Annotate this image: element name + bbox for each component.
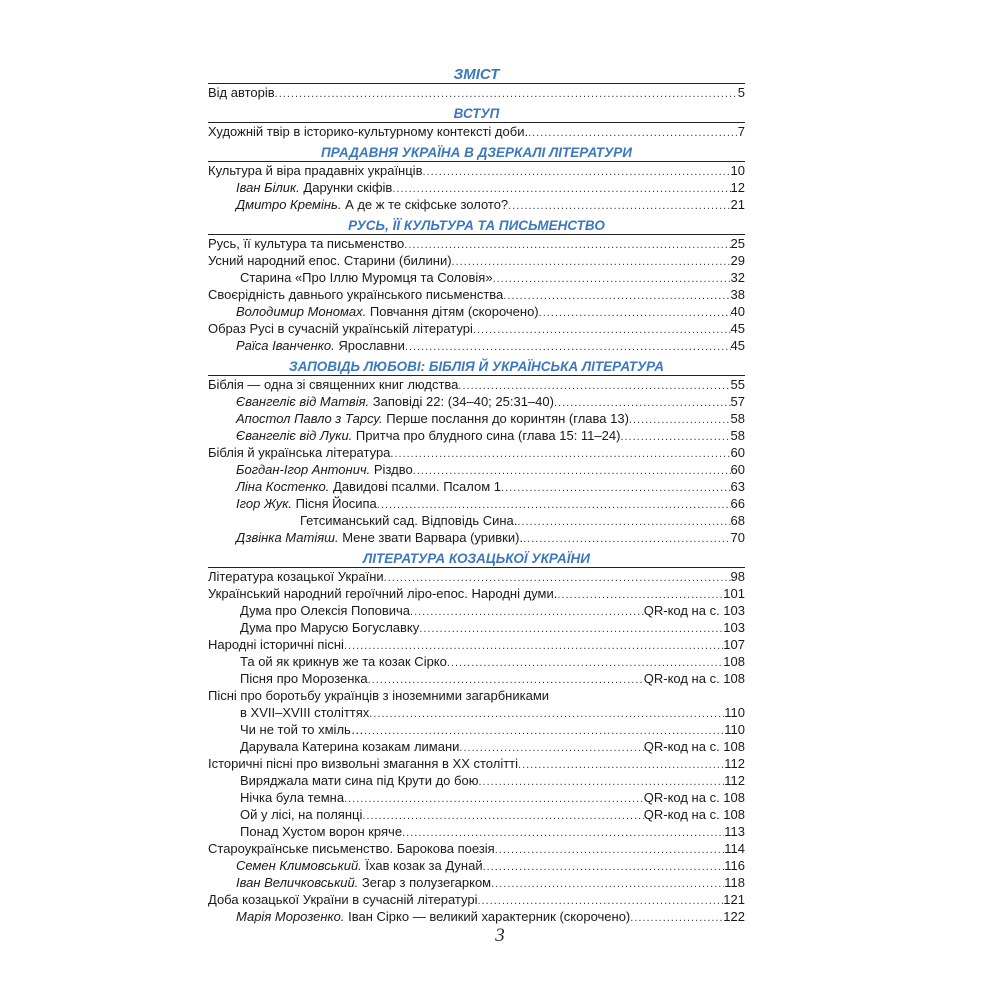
dot-leader (362, 808, 643, 825)
section-heading: РУСЬ, ЇЇ КУЛЬТУРА ТА ПИСЬМЕНСТВО (348, 218, 605, 233)
toc-entry-author: Марія Морозенко. (236, 909, 345, 924)
dot-leader (508, 198, 730, 215)
toc-entry-text (240, 738, 459, 755)
toc-entry-text (240, 269, 493, 286)
toc-entry-title: Своєрідність давнього українського письменства (208, 287, 504, 302)
dot-leader (369, 706, 724, 723)
toc-entry-title: Та ой як крикнув же та козак Сірко (240, 654, 447, 669)
toc-entry-page: 21 (730, 197, 745, 212)
toc-entry-title: Староукраїнське письменство. Барокова поезія (208, 841, 495, 856)
toc-entry-title: Ой у лісі, на полянці (240, 807, 363, 822)
toc-entry[interactable] (208, 755, 745, 772)
toc-entry-text (236, 857, 483, 874)
dot-leader (410, 604, 644, 621)
toc-entry-title: Пісня про Морозенка (240, 671, 368, 686)
toc-entry-text (240, 772, 478, 789)
dot-leader (629, 412, 731, 429)
toc-entry-title: Дума про Олексія Поповича (240, 603, 411, 618)
toc-entry-author: Дзвінка Матіяш. (236, 530, 339, 545)
toc-entry-text (208, 123, 528, 140)
toc-entry-title: Давидові псалми. Псалом 1 (333, 479, 502, 494)
toc-entry-text (240, 823, 402, 840)
toc-entry[interactable] (208, 495, 745, 512)
toc-entry-text (300, 512, 517, 529)
toc-entry-page: 110 (724, 705, 745, 720)
toc-entry-page: 66 (730, 496, 745, 511)
toc-entry[interactable] (208, 721, 745, 738)
toc-entry-page: 25 (730, 236, 745, 251)
toc-entry-page: 107 (723, 637, 745, 652)
toc-entry-text (236, 908, 630, 925)
dot-leader (390, 446, 730, 463)
toc-entry-author: Євангеліє від Луки. (236, 428, 353, 443)
toc-entry[interactable] (208, 162, 745, 179)
toc-entry-text (240, 670, 368, 687)
toc-entry-text (240, 704, 369, 721)
toc-entry-author: Апостол Павло з Тарсу. (236, 411, 383, 426)
toc-entry[interactable] (208, 179, 745, 196)
toc-entry-page: 32 (730, 270, 745, 285)
toc-entry[interactable] (208, 908, 745, 925)
toc-entry-title: Історичні пісні про визвольні змагання в XX столітті (208, 756, 519, 771)
toc-entry[interactable] (208, 670, 745, 687)
toc-entry[interactable] (208, 303, 745, 320)
toc-entry-text (240, 806, 362, 823)
toc-entry-page: 5 (737, 85, 745, 100)
dot-leader (501, 480, 730, 497)
toc-entry-text (236, 529, 523, 546)
toc-entry-author: Дмитро Кремінь. (236, 197, 342, 212)
toc-entry-author: Раїса Іванченко. (236, 338, 335, 353)
toc-entry-author: Семен Климовський. (236, 858, 362, 873)
toc-entry-text (208, 376, 458, 393)
toc-entry-text (236, 179, 392, 196)
toc-entry-text (208, 320, 473, 337)
toc-entry[interactable] (208, 687, 745, 704)
toc-entry-title: в XVII–XVIII століттях (240, 705, 370, 720)
toc-entry[interactable] (208, 891, 745, 908)
toc-entry-title: Повчання дітям (скорочено) (369, 304, 539, 319)
toc-entry-text (208, 585, 557, 602)
toc-entry-author: Євангеліє від Матвія. (236, 394, 370, 409)
toc-entry-title: Український народний героїчний ліро-епос. Народні думи. (208, 586, 558, 601)
section-heading: ЛІТЕРАТУРА КОЗАЦЬКОЇ УКРАЇНИ (363, 551, 590, 566)
toc-entry-page: 60 (730, 462, 745, 477)
toc-entry[interactable] (208, 704, 745, 721)
toc-entry-title: Доба козацької України в сучасній літературі (208, 892, 478, 907)
dot-leader (528, 125, 738, 142)
toc-entry-title: Біблія й українська література (208, 445, 391, 460)
toc-entry-text (236, 461, 413, 478)
toc-entry-page: QR-код на с. 108 (643, 790, 745, 805)
toc-entry[interactable] (208, 84, 745, 101)
toc-entry-title: Від авторів (208, 85, 275, 100)
section-heading: ЗАПОВІДЬ ЛЮБОВІ: БІБЛІЯ Й УКРАЇНСЬКА ЛІТЕРАТУРА (289, 359, 664, 374)
toc-entry[interactable] (208, 393, 745, 410)
toc-entry[interactable] (208, 337, 745, 354)
toc-entry-page: 113 (724, 824, 745, 839)
toc-entry-text (208, 286, 503, 303)
toc-entry-page: QR-код на с. 108 (643, 739, 745, 754)
toc-entry-page: 98 (730, 569, 745, 584)
toc-entry-title: Різдво (373, 462, 413, 477)
toc-entry-text (236, 393, 554, 410)
toc-entry-text (236, 303, 539, 320)
dot-leader (422, 164, 730, 181)
toc-entry[interactable] (208, 789, 745, 806)
toc-entry-page: 108 (723, 654, 745, 669)
toc-entry-title: Чи не той то хміль… (240, 722, 364, 737)
section-heading: ЗМІСТ (453, 66, 500, 83)
toc-entry-page: 63 (730, 479, 745, 494)
toc-entry-text (240, 619, 419, 636)
dot-leader (452, 254, 731, 271)
toc-entry-text (240, 789, 344, 806)
toc-entry-page: 101 (723, 586, 745, 601)
toc-entry-author: Ліна Костенко. (236, 479, 330, 494)
dot-leader (493, 271, 731, 288)
toc-entry[interactable] (208, 376, 745, 393)
toc-entry-page: QR-код на с. 108 (643, 671, 745, 686)
toc-entry-title: Пісня Йосипа (295, 496, 377, 511)
toc-entry-title: Дарувала Катерина козакам лимани (240, 739, 460, 754)
toc-entry-page: 112 (724, 773, 745, 788)
toc-entry-page: 10 (730, 163, 745, 178)
dot-leader (473, 322, 731, 339)
toc-entry-title: Перше послання до коринтян (глава 13) (386, 411, 629, 426)
toc-entry-title: Русь, її культура та письменство (208, 236, 405, 251)
dot-leader (419, 621, 723, 638)
toc-entry-page: QR-код на с. 103 (643, 603, 745, 618)
toc-entry-page: 29 (730, 253, 745, 268)
toc-entry-page: 68 (730, 513, 745, 528)
toc-entry-text (208, 755, 518, 772)
toc-entry-author: Богдан-Ігор Антонич. (236, 462, 371, 477)
toc-entry[interactable] (208, 444, 745, 461)
dot-leader (344, 791, 644, 808)
toc-entry-title: Дарунки скіфів (303, 180, 393, 195)
section-heading: ВСТУП (453, 106, 500, 121)
toc-entry[interactable] (208, 461, 745, 478)
dot-leader (495, 842, 725, 859)
toc-entry-title: Заповіді 22: (34–40; 25:31–40) (372, 394, 554, 409)
toc-entry-title: Література козацької України (208, 569, 384, 584)
toc-entry-title: Нічка була темна (240, 790, 345, 805)
toc-entry-text (208, 568, 384, 585)
toc-entry-title: Образ Русі в сучасній українській літературі (208, 321, 473, 336)
toc-entry-title: Художній твір в історико-культурному контексті доби. (208, 124, 529, 139)
toc-entry[interactable] (208, 269, 745, 286)
toc-entry-title: Іван Сірко — великий характерник (скорочено) (348, 909, 631, 924)
toc-entry-title: Мене звати Варвара (уривки). (342, 530, 524, 545)
toc-entry-title: А де ж те скіфське золото? (345, 197, 509, 212)
toc-entry-page: 45 (730, 321, 745, 336)
toc-entry[interactable] (208, 857, 745, 874)
toc-entry[interactable] (208, 772, 745, 789)
toc-entry-text (236, 410, 629, 427)
dot-leader (517, 514, 730, 531)
toc-entry-text (236, 337, 405, 354)
toc-entry-text (208, 687, 549, 704)
toc-entry-page: 122 (723, 909, 745, 924)
toc-entry-page: 58 (730, 428, 745, 443)
toc-entry-page: 121 (723, 892, 745, 907)
toc-entry-title: Дума про Марусю Богуславку (240, 620, 420, 635)
toc-entry[interactable] (208, 512, 745, 529)
toc-entry-author: Іван Білик. (236, 180, 300, 195)
toc-entry-title: Пісні про боротьбу українців з іноземними загарбниками (208, 688, 550, 703)
toc-entry-title: Зегар з полузегарком (361, 875, 492, 890)
toc-entry[interactable] (208, 636, 745, 653)
toc-entry[interactable] (208, 196, 745, 213)
dot-leader (523, 531, 730, 548)
toc-entry-title: Старина «Про Іллю Муромця та Соловія» (240, 270, 493, 285)
dot-leader (491, 876, 724, 893)
toc-entry[interactable] (208, 653, 745, 670)
toc-entry-text (208, 235, 404, 252)
toc-entry-page: 114 (724, 841, 745, 856)
dot-leader (620, 429, 730, 446)
toc-entry[interactable] (208, 585, 745, 602)
toc-entry-author: Володимир Мономах. (236, 304, 367, 319)
toc-entry-title: Ярославни (338, 338, 405, 353)
toc-entry-title: Притча про блудного сина (глава 15: 11–24) (355, 428, 621, 443)
toc-entry-page: 38 (730, 287, 745, 302)
toc-entry-author: Іван Величковський. (236, 875, 359, 890)
toc-entry-page: 12 (730, 180, 745, 195)
toc-entry-title: Усний народний епос. Старини (билини) (208, 253, 452, 268)
toc-entry-text (208, 444, 390, 461)
toc-entry-text (236, 427, 620, 444)
toc-entry-text (240, 602, 410, 619)
toc-entry[interactable] (208, 123, 745, 140)
toc-entry-title: Понад Хустом ворон кряче (240, 824, 403, 839)
dot-leader (483, 859, 725, 876)
toc-entry-page: 118 (724, 875, 745, 890)
toc-entry[interactable] (208, 806, 745, 823)
toc-entry-text (208, 840, 495, 857)
toc-entry-text (236, 495, 377, 512)
toc-entry-text (208, 891, 478, 908)
table-of-contents (208, 62, 745, 925)
dot-leader (539, 305, 731, 322)
toc-entry[interactable] (208, 320, 745, 337)
toc-entry-text (240, 721, 364, 738)
dot-leader (405, 339, 731, 356)
toc-entry-text (208, 252, 452, 269)
toc-entry-page: 40 (730, 304, 745, 319)
toc-entry-title: Біблія — одна зі священних книг людства (208, 377, 459, 392)
toc-entry-title: Народні історичні пісні (208, 637, 344, 652)
toc-entry-page: 58 (730, 411, 745, 426)
toc-entry-page: 103 (723, 620, 745, 635)
toc-entry-text (208, 84, 275, 101)
dot-leader (518, 757, 724, 774)
toc-entry-text (208, 162, 422, 179)
toc-entry-page: 116 (724, 858, 745, 873)
toc-entry[interactable] (208, 252, 745, 269)
toc-entry[interactable] (208, 568, 745, 585)
toc-entry-page: 57 (730, 394, 745, 409)
toc-entry-page: 7 (737, 124, 745, 139)
toc-entry[interactable] (208, 823, 745, 840)
toc-entry[interactable] (208, 738, 745, 755)
dot-leader (404, 237, 730, 254)
toc-entry-page: QR-код на с. 108 (643, 807, 745, 822)
toc-entry-title: Виряджала мати сина під Крути до бою (240, 773, 479, 788)
dot-leader (275, 86, 738, 103)
toc-entry[interactable] (208, 602, 745, 619)
toc-entry-page: 112 (724, 756, 745, 771)
toc-entry[interactable] (208, 478, 745, 495)
toc-entry-page: 110 (724, 722, 745, 737)
toc-entry-title: Культура й віра прадавніх українців (208, 163, 423, 178)
toc-entry-text (208, 636, 344, 653)
toc-entry-text (236, 196, 508, 213)
toc-entry-title: Гетсиманський сад. Відповідь Сина. (300, 513, 518, 528)
toc-entry-title: Їхав козак за Дунай (365, 858, 483, 873)
toc-entry-page: 55 (730, 377, 745, 392)
toc-entry[interactable] (208, 529, 745, 546)
toc-entry[interactable] (208, 427, 745, 444)
toc-entry-page: 45 (730, 338, 745, 353)
toc-entry-text (236, 478, 501, 495)
toc-entry[interactable] (208, 840, 745, 857)
toc-entry[interactable] (208, 235, 745, 252)
section-heading: ПРАДАВНЯ УКРАЇНА В ДЗЕРКАЛІ ЛІТЕРАТУРИ (321, 145, 632, 160)
toc-entry-page: 60 (730, 445, 745, 460)
toc-entry-page: 70 (730, 530, 745, 545)
toc-entry[interactable] (208, 874, 745, 891)
toc-entry-text (240, 653, 447, 670)
toc-entry-author: Ігор Жук. (236, 496, 292, 511)
toc-entry-text (236, 874, 491, 891)
page-number: 3 (495, 925, 505, 946)
toc-entry[interactable] (208, 410, 745, 427)
toc-entry[interactable] (208, 286, 745, 303)
toc-entry[interactable] (208, 619, 745, 636)
